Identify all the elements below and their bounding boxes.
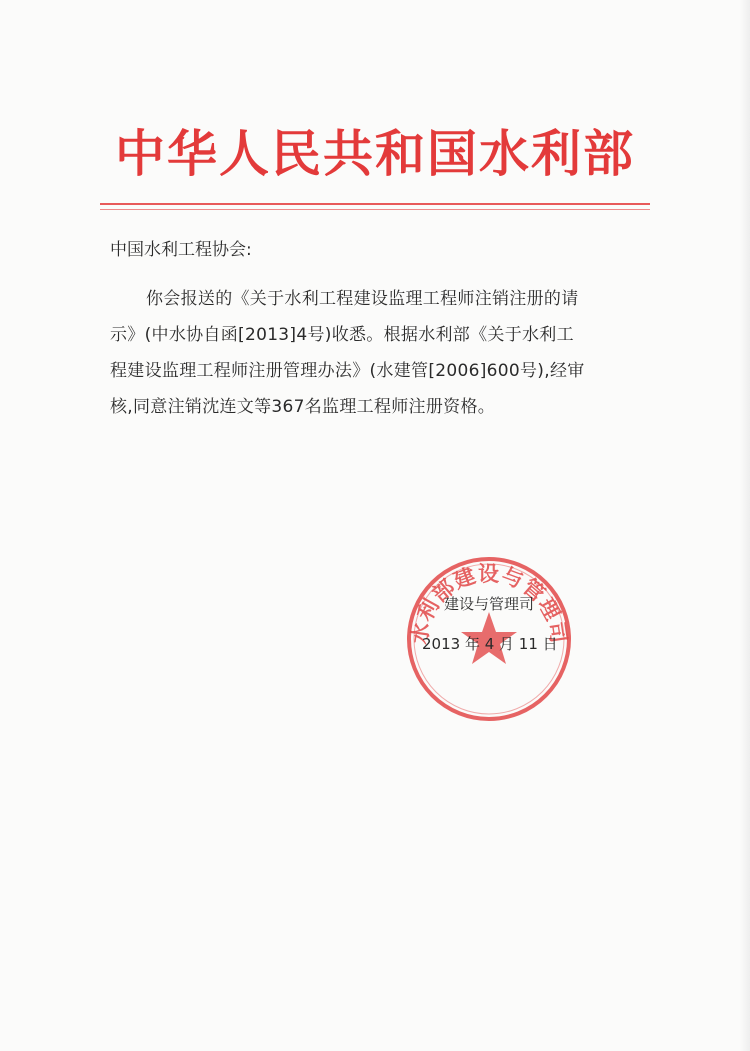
seal-text: 水利部建设与管理司: [406, 560, 572, 646]
letterhead-rule-thick: [100, 203, 650, 205]
body-line: 核,同意注销沈连文等367名监理工程师注册资格。: [110, 397, 496, 417]
body-line: 你会报送的《关于水利工程建设监理工程师注销注册的请: [146, 289, 579, 309]
body-line: 示》(中水协自函[2013]4号)收悉。根据水利部《关于水利工: [110, 325, 574, 345]
signature-department: 建设与管理司: [444, 595, 535, 613]
salutation: 中国水利工程协会:: [110, 240, 252, 260]
letterhead-rule-thin: [100, 209, 650, 210]
signature-date: 2013 年 4 月 11 日: [422, 635, 558, 653]
body-line: 程建设监理工程师注册管理办法》(水建管[2006]600号),经审: [110, 361, 585, 381]
letterhead-title: 中华人民共和国水利部: [115, 124, 635, 183]
